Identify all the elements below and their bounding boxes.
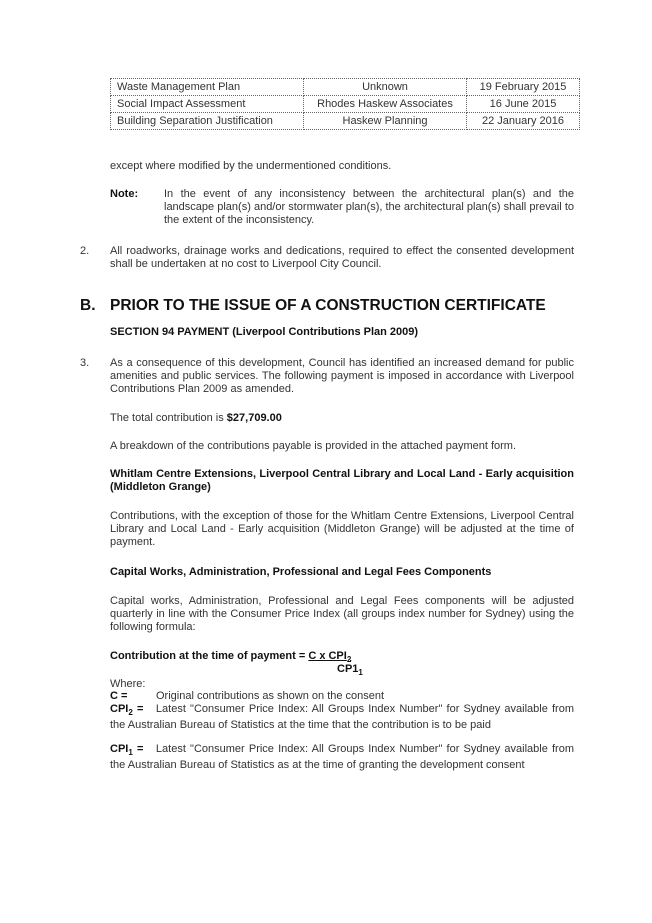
note-text: In the event of any inconsistency between the architectural plan(s) and the landscape plan(s) and/or stormwater plan(s), the architectural plan(s) shall prevail to the extent of the inconsistency. [164,188,574,226]
whitlam-text: Contributions, with the exception of those for the Whitlam Centre Extensions, Liverpool Central Library and Local Land - Early acquisition (Middleton Grange) will be adjusted at the time of payment. [110,510,574,548]
definition-term-suffix: = [132,703,144,715]
definition-term-suffix: = [132,743,144,755]
formula-denominator-text: CP1 [337,663,359,675]
definition-term [110,703,144,718]
definition-text: Original contributions as shown on the consent [156,690,385,702]
definition-cpi2 [110,703,574,732]
definition-term-sub: 1 [128,748,133,758]
definition-term-text: C = [110,690,128,702]
note-label: Note: [110,188,139,200]
documents-table [110,78,580,130]
section-letter: B. [80,297,96,314]
table-cell-author: Haskew Planning [304,113,467,130]
formula-prefix: Contribution at the time of payment = [110,650,309,662]
table-cell-author: Unknown [304,79,467,96]
condition-number: 3. [80,357,90,369]
breakdown-text: A breakdown of the contributions payable is provided in the attached payment form. [110,440,517,452]
table-cell-document: Social Impact Assessment [111,96,304,113]
formula-numerator-text: C x CPI [308,650,347,662]
table-cell-document: Building Separation Justification [111,113,304,130]
formula-numerator-sub: 2 [346,655,352,665]
capital-text: Capital works, Administration, Professional and Legal Fees components will be adjusted quarterly in line with the Consumer Price Index (all groups index number for Sydney) using the following formula: [110,595,574,633]
formula-denominator [337,663,363,677]
condition-3-text: As a consequence of this development, Council has identified an increased demand for public amenities and public services. The following payment is imposed in accordance with Liverpool Contributions Plan 2009 as amended. [110,357,574,395]
definition-text: Latest "Consumer Price Index: All Groups Index Number" for Sydney available from the Australian Bureau of Statistics at the time that the contribution is to be paid [110,703,574,732]
condition-2-text: All roadworks, drainage works and dedications, required to effect the consented development shall be undertaken at no cost to Liverpool City Council. [110,245,574,270]
table-cell-document: Waste Management Plan [111,79,304,96]
section-heading [80,297,546,315]
capital-heading: Capital Works, Administration, Professional and Legal Fees Components [110,566,492,578]
table-row [111,79,580,96]
definition-term [110,690,127,703]
table-cell-date: 22 January 2016 [467,113,580,130]
definition-text: Latest "Consumer Price Index: All Groups Index Number" for Sydney available from the Australian Bureau of Statistics as at the time of granting the development consent [110,743,574,772]
table-cell-date: 19 February 2015 [467,79,580,96]
formula-line [110,650,351,666]
total-prefix: The total contribution is [110,412,227,424]
where-label: Where: [110,678,146,690]
except-text: except where modified by the undermentioned conditions. [110,160,392,172]
total-contribution [110,412,282,425]
table-row [111,113,580,130]
section-title: PRIOR TO THE ISSUE OF A CONSTRUCTION CERTIFICATE [110,297,546,314]
table-cell-date: 16 June 2015 [467,96,580,113]
condition-number: 2. [80,245,90,257]
s94-heading: SECTION 94 PAYMENT (Liverpool Contributions Plan 2009) [110,326,419,338]
formula-denominator-sub: 1 [358,668,363,678]
table-cell-author: Rhodes Haskew Associates [304,96,467,113]
definition-term-text: CPI [110,703,129,715]
whitlam-heading: Whitlam Centre Extensions, Liverpool Central Library and Local Land - Early acquisition (Middleton Grange) [110,468,574,493]
total-amount: $27,709.00 [226,412,282,424]
definition-term-sub: 2 [128,708,133,718]
table-row [111,96,580,113]
formula-numerator [308,650,352,665]
definition-term [110,743,144,758]
definition-term-text: CPI [110,743,129,755]
definition-cpi1 [110,743,574,772]
